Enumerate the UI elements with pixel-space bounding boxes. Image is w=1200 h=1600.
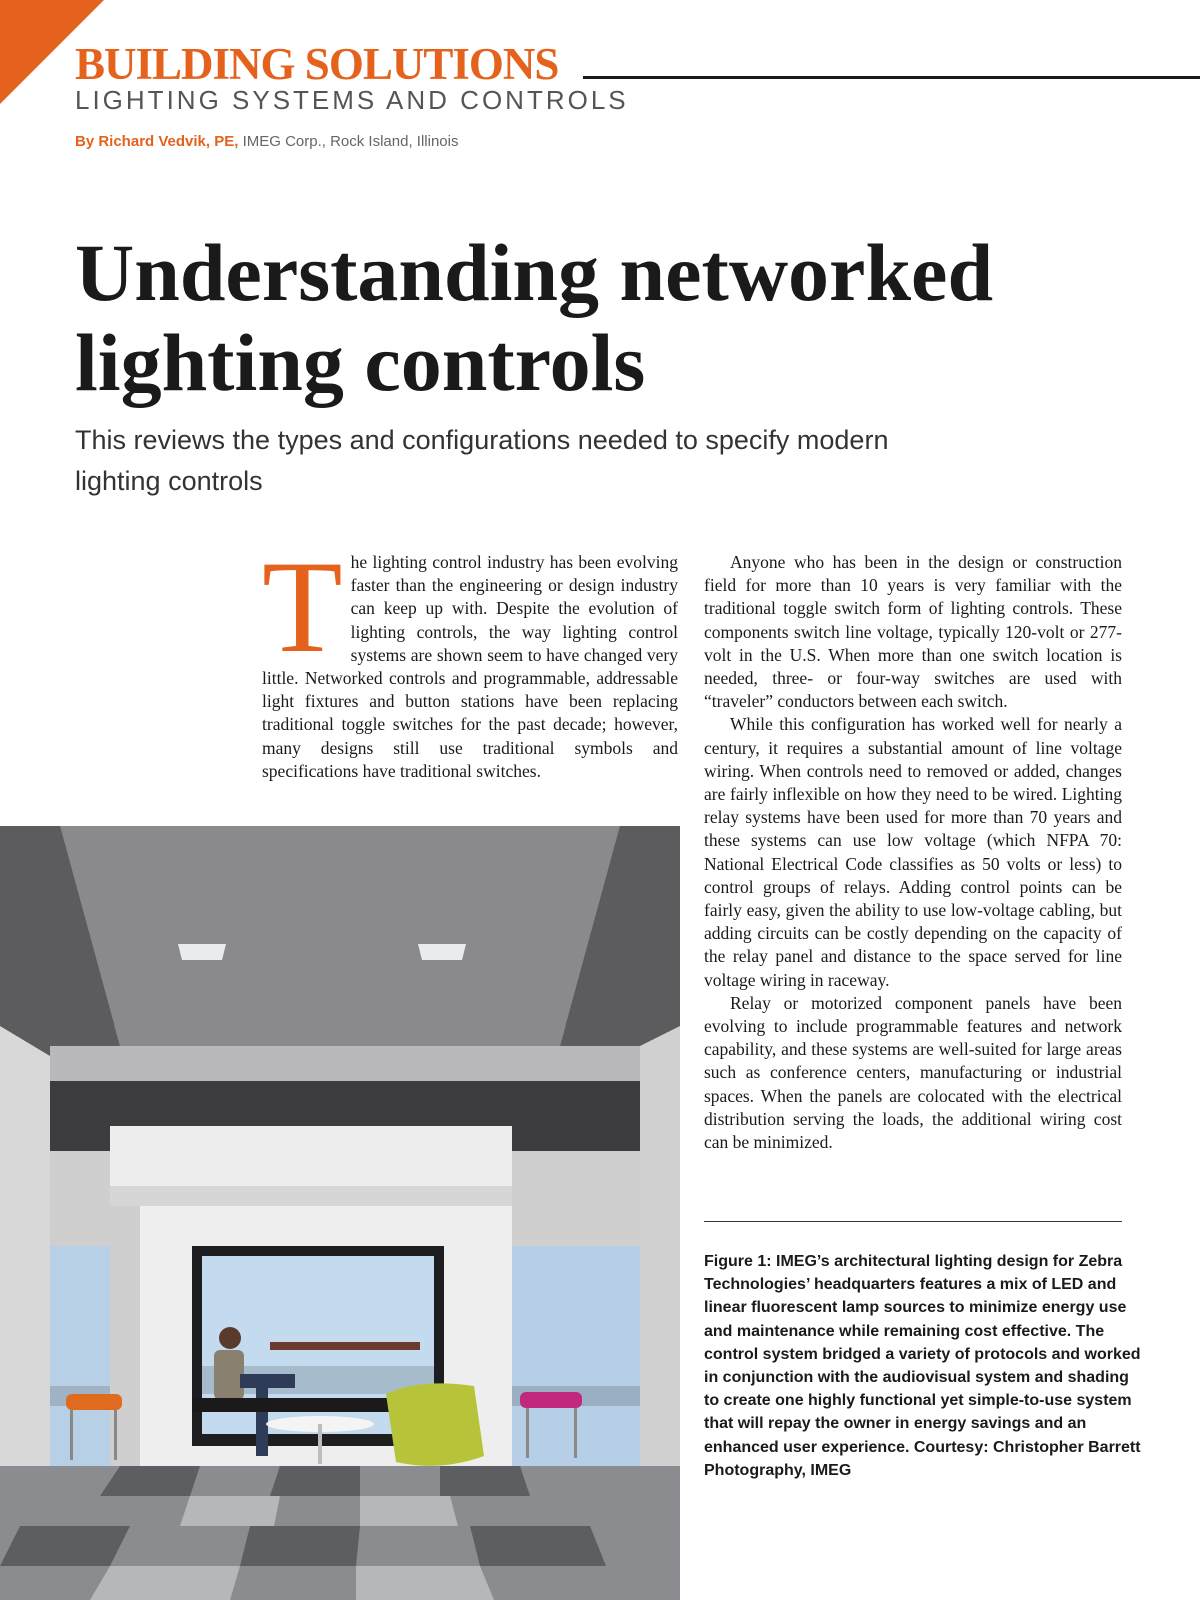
figure-caption: Figure 1: IMEG’s architectural lighting design for Zebra Technologies’ headquarters features a mix of LED and linear fluorescent lamp sources to minimize energy use and maintenance while remaining cost effective. The control system bridged a variety of protocols and worked in conjunction with the audiovisual system and shading to create one highly functional yet simple-to-use system that will repay the owner in energy savings and an enhanced user experience. Courtesy: Christopher Barrett Photography, IMEG bbox=[704, 1253, 1141, 1479]
article-title: Understanding networked lighting controls bbox=[75, 227, 994, 408]
section-title: BUILDING SOLUTIONS bbox=[75, 39, 559, 89]
body-paragraph: Anyone who has been in the design or construction field for more than 10 years is very familiar with the traditional toggle switch form of lighting controls. These components switch line voltage, typically 120-volt or 277-volt in the U.S. When more than one switch location is needed, three- or four-way switches are used with “traveler” conductors between each switch. bbox=[704, 552, 1122, 712]
byline-author: By Richard Vedvik, PE, bbox=[75, 133, 239, 150]
drop-cap: T bbox=[262, 533, 343, 680]
section-rule bbox=[583, 76, 1200, 79]
article-column-2 bbox=[704, 551, 1122, 1154]
article-deck: This reviews the types and configurations needed to specify modern lighting controls bbox=[75, 425, 889, 496]
byline bbox=[75, 132, 458, 152]
paragraph-text: he lighting control industry has been evolving faster than the engineering or design industry can keep up with. Despite the evolution of lighting controls, the way lighting control systems are shown seem to have changed very little. Networked controls and programmable, addressable light fixtures and button stations have been replacing traditional toggle switches for the past decade; however, many designs still use traditional symbols and specifications have traditional switches. bbox=[262, 552, 678, 781]
caption-rule bbox=[704, 1221, 1122, 1222]
body-paragraph: While this configuration has worked well for nearly a century, it requires a substantial amount of line voltage wiring. When controls need to removed or added, changes are fairly inflexible on how they need to be wired. Lighting relay systems have been used for more than 70 years and these systems can use low voltage (which NFPA 70: National Electrical Code classifies as 50 volts or less) to control groups of relays. Adding control points can be fairly easy, given the ability to use low-voltage cabling, but adding circuits can be costly depending on the capacity of the relay panel and distance to the space served for line voltage wiring in raceway. bbox=[704, 714, 1122, 990]
office-lobby-photo bbox=[0, 826, 680, 1600]
section-subtitle: LIGHTING SYSTEMS AND CONTROLS bbox=[75, 85, 629, 115]
body-paragraph bbox=[262, 533, 678, 783]
article-column-1 bbox=[262, 533, 678, 783]
body-paragraph: Relay or motorized component panels have been evolving to include programmable features and network capability, and these systems are well-suited for large areas such as conference centers, manufacturing or industrial spaces. When the panels are colocated with the electrical distribution serving the loads, the additional wiring cost can be minimized. bbox=[704, 992, 1122, 1153]
figure-photo bbox=[0, 826, 680, 1600]
byline-affiliation: IMEG Corp., Rock Island, Illinois bbox=[238, 133, 459, 150]
